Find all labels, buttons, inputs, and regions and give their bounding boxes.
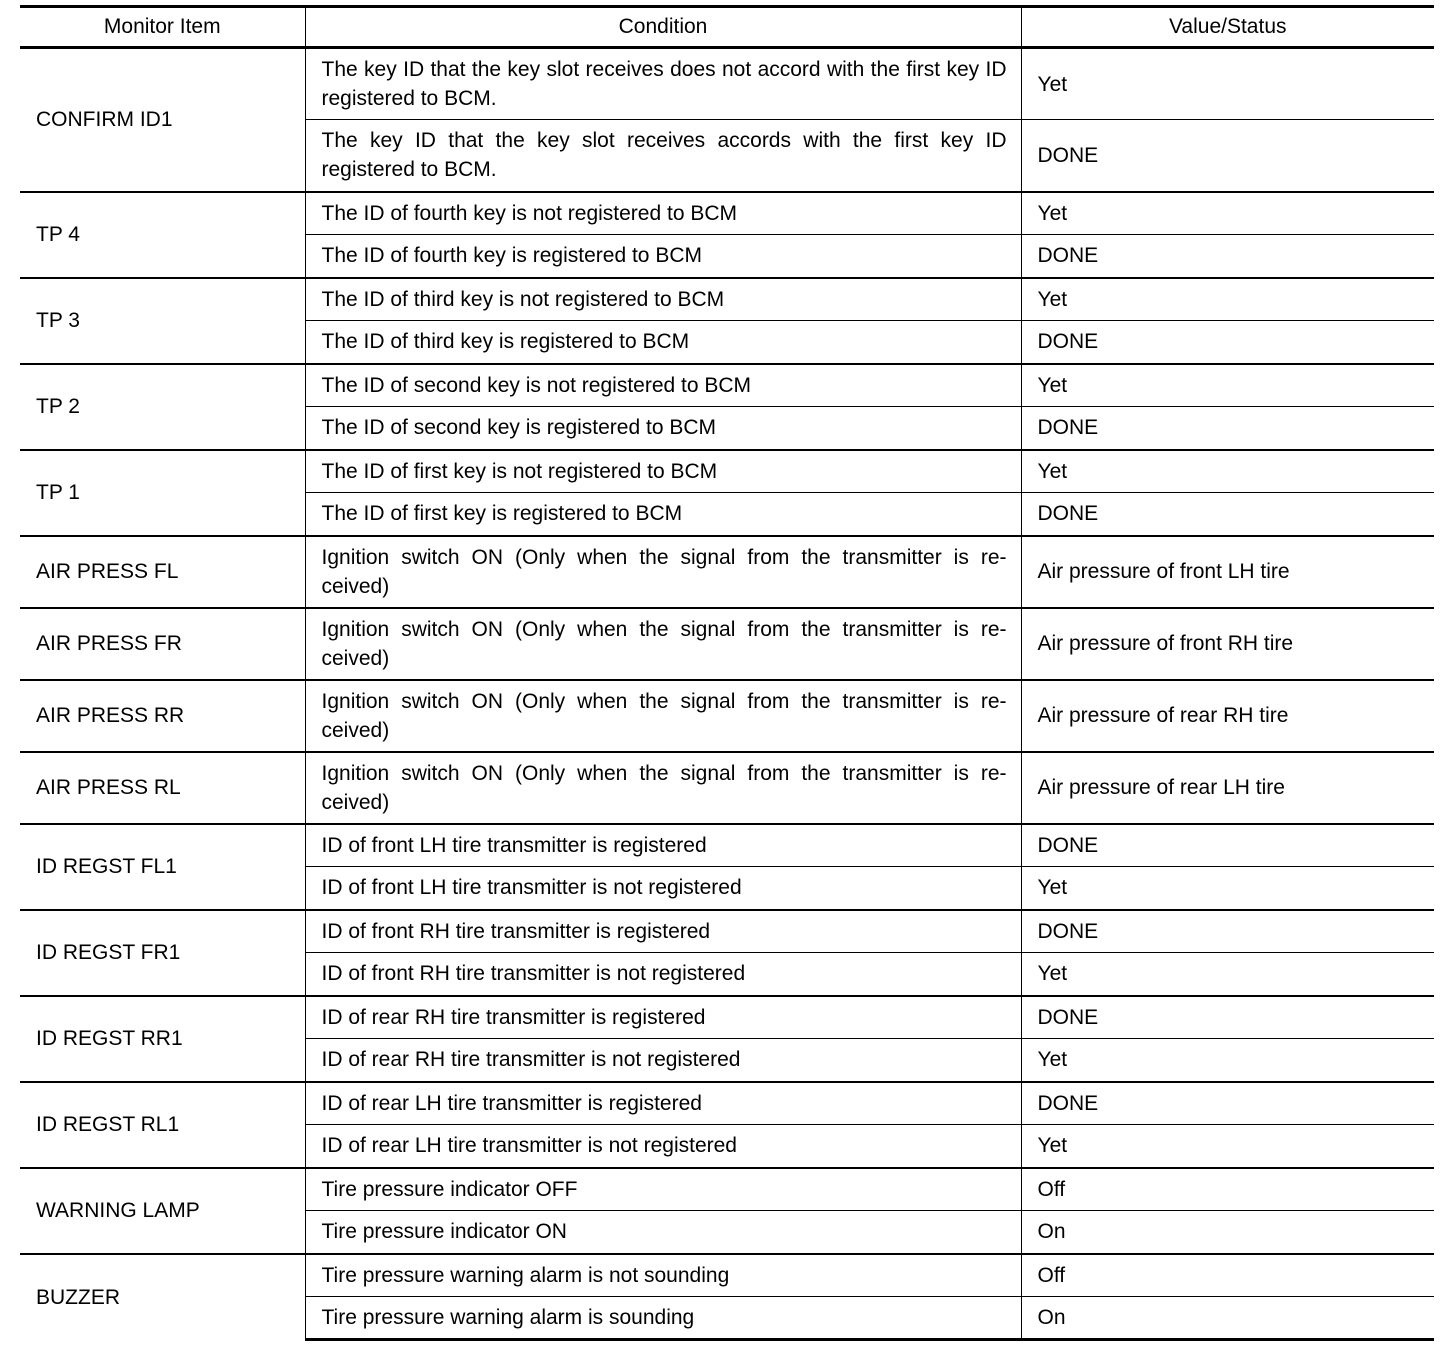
condition-cell: Tire pressure warning alarm is sounding bbox=[305, 1297, 1021, 1340]
value-status-cell: DONE bbox=[1021, 996, 1434, 1039]
table-row bbox=[20, 996, 1434, 1039]
monitor-item-cell: ID REGST RR1 bbox=[20, 996, 305, 1082]
condition-cell: The ID of second key is registered to BCM bbox=[305, 407, 1021, 450]
monitor-item-cell: TP 1 bbox=[20, 450, 305, 536]
condition-cell: The ID of third key is not registered to BCM bbox=[305, 278, 1021, 321]
condition-cell: ID of rear LH tire transmitter is not registered bbox=[305, 1125, 1021, 1168]
header-condition: Condition bbox=[305, 7, 1021, 48]
table-row bbox=[20, 278, 1434, 321]
table-row bbox=[20, 1254, 1434, 1297]
condition-cell: The ID of fourth key is not registered to BCM bbox=[305, 192, 1021, 235]
value-status-cell: DONE bbox=[1021, 493, 1434, 536]
value-status-cell: Off bbox=[1021, 1254, 1434, 1297]
table-row bbox=[20, 48, 1434, 120]
value-status-cell: Air pressure of front RH tire bbox=[1021, 608, 1434, 680]
value-status-cell: DONE bbox=[1021, 824, 1434, 867]
value-status-cell: DONE bbox=[1021, 321, 1434, 364]
monitor-item-cell: TP 4 bbox=[20, 192, 305, 278]
condition-cell: Tire pressure indicator ON bbox=[305, 1211, 1021, 1254]
monitor-item-cell: WARNING LAMP bbox=[20, 1168, 305, 1254]
monitor-item-cell: ID REGST FL1 bbox=[20, 824, 305, 910]
header-monitor-item: Monitor Item bbox=[103, 15, 221, 38]
condition-cell: The key ID that the key slot receives does not accord with the first key ID registered to BCM. bbox=[305, 48, 1021, 120]
condition-cell: ID of front LH tire transmitter is not registered bbox=[305, 867, 1021, 910]
condition-cell: Ignition switch ON (Only when the signal from the transmitter is re-ceived) bbox=[305, 752, 1021, 824]
value-status-cell: Air pressure of rear LH tire bbox=[1021, 752, 1434, 824]
condition-cell: Tire pressure indicator OFF bbox=[305, 1168, 1021, 1211]
table-row bbox=[20, 608, 1434, 680]
condition-cell: Ignition switch ON (Only when the signal from the transmitter is re-ceived) bbox=[305, 536, 1021, 608]
monitor-item-cell: AIR PRESS RR bbox=[20, 680, 305, 752]
value-status-cell: DONE bbox=[1021, 1082, 1434, 1125]
value-status-cell: Yet bbox=[1021, 1125, 1434, 1168]
value-status-cell: Air pressure of front LH tire bbox=[1021, 536, 1434, 608]
value-status-cell: Off bbox=[1021, 1168, 1434, 1211]
condition-cell: ID of rear LH tire transmitter is registered bbox=[305, 1082, 1021, 1125]
value-status-cell: Air pressure of rear RH tire bbox=[1021, 680, 1434, 752]
value-status-cell: DONE bbox=[1021, 407, 1434, 450]
monitor-item-cell: AIR PRESS RL bbox=[20, 752, 305, 824]
condition-cell: ID of rear RH tire transmitter is not registered bbox=[305, 1039, 1021, 1082]
condition-cell: The ID of third key is registered to BCM bbox=[305, 321, 1021, 364]
value-status-cell: Yet bbox=[1021, 364, 1434, 407]
value-status-cell: Yet bbox=[1021, 48, 1434, 120]
value-status-cell: On bbox=[1021, 1211, 1434, 1254]
header-row bbox=[20, 7, 1434, 48]
table-row bbox=[20, 680, 1434, 752]
condition-cell: Tire pressure warning alarm is not sounding bbox=[305, 1254, 1021, 1297]
monitor-item-cell: AIR PRESS FL bbox=[20, 536, 305, 608]
condition-cell: ID of front RH tire transmitter is not registered bbox=[305, 953, 1021, 996]
condition-cell: ID of rear RH tire transmitter is registered bbox=[305, 996, 1021, 1039]
condition-cell: The ID of second key is not registered to BCM bbox=[305, 364, 1021, 407]
table-row bbox=[20, 824, 1434, 867]
condition-cell: ID of front RH tire transmitter is registered bbox=[305, 910, 1021, 953]
table-row bbox=[20, 192, 1434, 235]
monitor-item-cell: CONFIRM ID1 bbox=[20, 48, 305, 192]
value-status-cell: DONE bbox=[1021, 235, 1434, 278]
condition-cell: The ID of fourth key is registered to BCM bbox=[305, 235, 1021, 278]
monitor-item-cell: ID REGST FR1 bbox=[20, 910, 305, 996]
table-body bbox=[20, 48, 1434, 1340]
monitor-item-table bbox=[20, 5, 1434, 1341]
condition-cell: The ID of first key is not registered to BCM bbox=[305, 450, 1021, 493]
value-status-cell: On bbox=[1021, 1297, 1434, 1340]
table-row bbox=[20, 364, 1434, 407]
table-row bbox=[20, 1168, 1434, 1211]
value-status-cell: Yet bbox=[1021, 1039, 1434, 1082]
monitor-item-cell: TP 2 bbox=[20, 364, 305, 450]
monitor-item-cell: TP 3 bbox=[20, 278, 305, 364]
condition-cell: Ignition switch ON (Only when the signal from the transmitter is re-ceived) bbox=[305, 608, 1021, 680]
header-value-status: Value/Status bbox=[1021, 7, 1434, 48]
value-status-cell: Yet bbox=[1021, 867, 1434, 910]
monitor-item-cell: ID REGST RL1 bbox=[20, 1082, 305, 1168]
value-status-cell: DONE bbox=[1021, 910, 1434, 953]
condition-cell: The key ID that the key slot receives accords with the first key ID registered to BCM. bbox=[305, 120, 1021, 192]
monitor-item-cell: BUZZER bbox=[20, 1254, 305, 1340]
value-status-cell: DONE bbox=[1021, 120, 1434, 192]
table-row bbox=[20, 910, 1434, 953]
value-status-cell: Yet bbox=[1021, 278, 1434, 321]
table-row bbox=[20, 1082, 1434, 1125]
condition-cell: The ID of first key is registered to BCM bbox=[305, 493, 1021, 536]
monitor-item-cell: AIR PRESS FR bbox=[20, 608, 305, 680]
value-status-cell: Yet bbox=[1021, 192, 1434, 235]
value-status-cell: Yet bbox=[1021, 450, 1434, 493]
condition-cell: Ignition switch ON (Only when the signal from the transmitter is re-ceived) bbox=[305, 680, 1021, 752]
table-header bbox=[20, 7, 1434, 48]
value-status-cell: Yet bbox=[1021, 953, 1434, 996]
table-row bbox=[20, 536, 1434, 608]
condition-cell: ID of front LH tire transmitter is registered bbox=[305, 824, 1021, 867]
table-row bbox=[20, 752, 1434, 824]
table-row bbox=[20, 450, 1434, 493]
